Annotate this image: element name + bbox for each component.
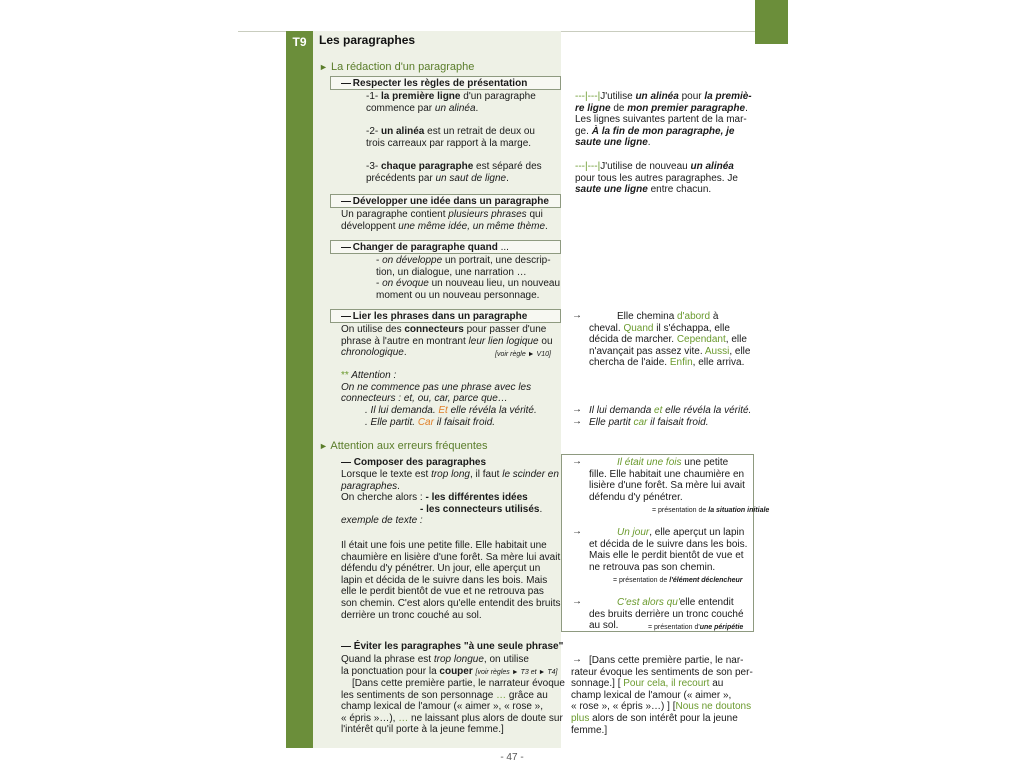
rule-box-link: — Lier les phrases dans un paragraphe: [330, 309, 561, 323]
structure-note-3: = présentation d'une péripétie: [648, 624, 744, 631]
rule-2: -2- un alinéa est un retrait de deux ou trois carreaux par rapport à la marge.: [366, 126, 535, 149]
example-alinea-1: ---|---|J'utilise un alinéa pour la premiè- re ligne de mon premier paragraphe. Les lignes suivantes partent de la mar- ge. À la fin de mon paragraphe, je saute une ligne.: [575, 91, 752, 149]
example-split-sentence: [Dans cette première partie, le nar- rateur évoque les sentiments de son per- sonnage.] [ Pour cela, il recourt au champ lexical de l'amour (« aimer », « rose », « épris »…) ] [Nous ne doutons plus alors de son intérêt pour la jeune femme.]: [571, 655, 753, 736]
page-number: - 47 -: [500, 752, 524, 763]
sidebar-band: [286, 31, 313, 748]
idea-text: Un paragraphe contient plusieurs phrases qui développent une même idée, un même thème.: [341, 209, 548, 232]
arrow-icon: →: [572, 526, 582, 537]
rule-box-presentation: — Respecter les règles de présentation: [330, 76, 561, 90]
compose-text: Lorsque le texte est trop long, il faut le scinder en paragraphes. On cherche alors : - les différentes idées - les connecteurs utilisés. exemple de texte :: [341, 469, 559, 527]
rule-3: -3- chaque paragraphe est séparé des précédents par un saut de ligne.: [366, 161, 542, 184]
attention-note: ** Attention : On ne commence pas une phrase avec les connecteurs : et, ou, car, parce que…: [341, 370, 532, 405]
arrow-icon: →: [572, 310, 582, 321]
arrow-icon: →: [572, 596, 582, 607]
arrow-icon: →: [572, 404, 582, 415]
example-connectors: Elle chemina d'abord à cheval. Quand il s'échappa, elle décida de marcher. Cependant, elle n'avançait pas assez vite. Aussi, elle chercha de l'aide. Enfin, elle arriva.: [589, 311, 751, 369]
change-text: - on développe un portrait, une descrip- tion, un dialogue, une narration … - on évoque un nouveau lieu, un nouveau moment ou un nouveau personnage.: [376, 255, 561, 301]
section-heading-redaction: ► La rédaction d'un paragraphe: [319, 61, 475, 73]
arrow-icon: →: [572, 416, 582, 427]
triangle-icon: ►: [319, 62, 328, 72]
section-heading-errors: ► Attention aux erreurs fréquentes: [319, 440, 488, 452]
arrow-icon: →: [572, 456, 582, 467]
chapter-tag: T9: [292, 35, 307, 49]
structure-part-1: Il était une fois une petite fille. Elle habitait une chaumière en lisière d'une forêt. Sa mère lui avait défendu d'y pénétrer.: [589, 457, 745, 503]
avoid-text: Quand la phrase est trop longue, on utilise la ponctuation pour la couper [voir règles ► T3 et ► T4]: [341, 654, 558, 677]
rule-1: -1- la première ligne d'un paragraphe commence par un alinéa.: [366, 91, 536, 114]
avoid-heading: — Éviter les paragraphes "à une seule phrase": [341, 641, 564, 652]
triangle-icon: ►: [319, 441, 328, 451]
compose-sample-text: Il était une fois une petite fille. Elle habitait une chaumière en lisière d'une forêt. Sa mère lui avait défendu d'y pénétrer. Un jour, elle aperçut un lapin et décida de le suivre dans les bois. Mais elle le perdit bientôt de vue et ne retrouva pas son chemin. C'est alors qu'elle entendit des bruits derrière un tronc couché au sol.: [341, 540, 561, 621]
page-title: Les paragraphes: [319, 33, 416, 47]
link-rule-ref: [voir règle ► V10]: [495, 351, 551, 358]
structure-note-2: = présentation de l'élément déclencheur: [613, 577, 743, 584]
example-correct-sentences: Il lui demanda et elle révéla la vérité. Elle partit car il faisait froid.: [589, 405, 752, 428]
compose-heading: — Composer des paragraphes: [341, 457, 487, 468]
arrow-icon: →: [572, 654, 582, 665]
corner-tab: [755, 0, 788, 44]
example-alinea-2: ---|---|J'utilise de nouveau un alinéa pour tous les autres paragraphes. Je saute une ligne entre chacun.: [575, 161, 738, 196]
rule-box-idea: — Développer une idée dans un paragraphe: [330, 194, 561, 208]
structure-part-3: C'est alors qu'elle entendit des bruits derrière un tronc couché au sol.: [589, 597, 744, 632]
structure-part-2: Un jour, elle aperçut un lapin et décida de le suivre dans les bois. Mais elle le perdit bientôt de vue et ne retrouva pas son chemin.: [589, 527, 748, 573]
structure-note-1: = présentation de la situation initiale: [652, 507, 770, 514]
rule-box-change: — Changer de paragraphe quand ...: [330, 240, 561, 254]
link-text: On utilise des connecteurs pour passer d'une phrase à l'autre en montrant leur lien logique ou chronologique.: [341, 324, 553, 359]
attention-examples: . Il lui demanda. Et elle révéla la vérité. . Elle partit. Car il faisait froid.: [365, 405, 537, 428]
avoid-sample-text: [Dans cette première partie, le narrateur évoque les sentiments de son personnage … grâce au champ lexical de l'amour (« aimer », « rose », « épris »…), … ne laissant plus alors de doute sur l'intérêt qu'il porte à la jeune femme.]: [341, 678, 565, 736]
